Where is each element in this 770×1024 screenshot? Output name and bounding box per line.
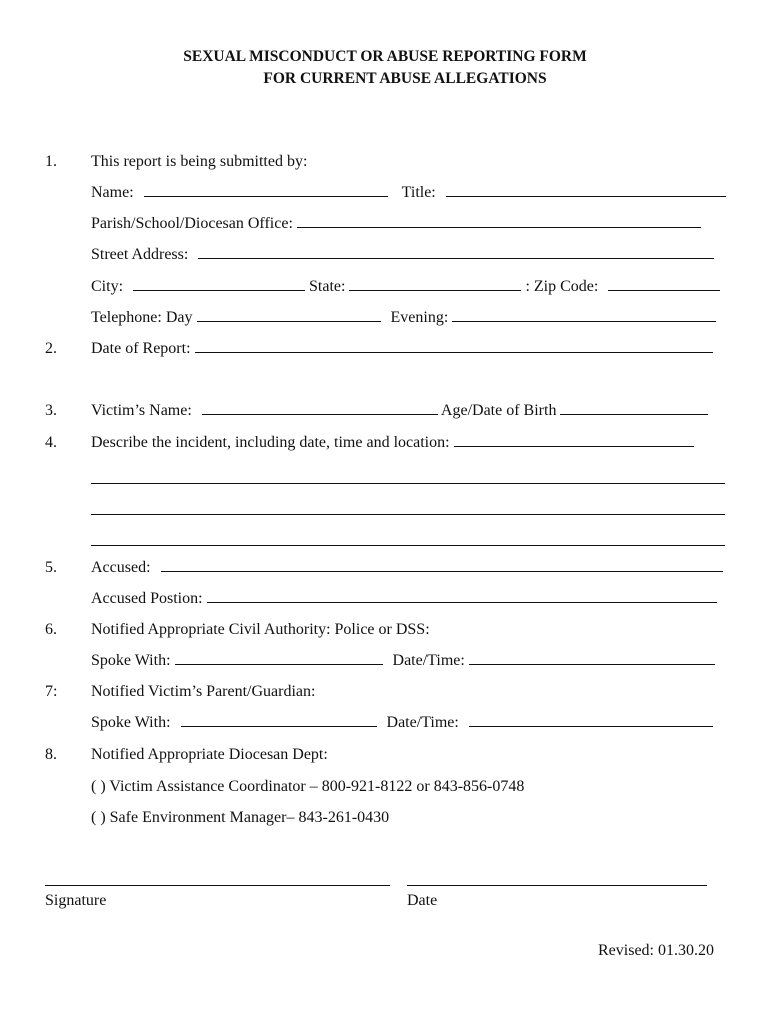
date-of-report-label: Date of Report: — [91, 340, 191, 357]
victim-row — [91, 402, 708, 420]
item-number: 3. — [45, 402, 57, 419]
parent-guardian-heading: Notified Victim’s Parent/Guardian: — [91, 683, 316, 700]
victim-name-label: Victim’s Name: — [91, 402, 192, 419]
form-subtitle: FOR CURRENT ABUSE ALLEGATIONS — [263, 70, 547, 87]
datetime-field[interactable] — [469, 664, 715, 665]
telephone-row — [91, 309, 716, 327]
street-field[interactable] — [198, 258, 714, 259]
date-label: Date — [407, 892, 438, 909]
datetime-field[interactable] — [469, 726, 713, 727]
item-number: 6. — [45, 621, 57, 638]
street-row — [91, 246, 714, 264]
street-label: Street Address: — [91, 246, 189, 263]
date-of-report-field[interactable] — [195, 352, 713, 353]
zip-label: : Zip Code: — [525, 278, 599, 295]
spoke-with-label: Spoke With: — [91, 714, 171, 731]
item-number: 4. — [45, 434, 57, 451]
state-label: State: — [309, 278, 346, 295]
item-number: 8. — [45, 746, 57, 763]
tel-day-field[interactable] — [197, 321, 381, 322]
city-field[interactable] — [133, 290, 305, 291]
tel-day-label: Telephone: Day — [91, 309, 193, 326]
item-number: 5. — [45, 559, 57, 576]
date-line[interactable] — [407, 885, 707, 886]
incident-field[interactable] — [454, 446, 694, 447]
accused-position-field[interactable] — [207, 602, 717, 603]
revised-date: Revised: 01.30.20 — [598, 942, 714, 959]
accused-row — [91, 559, 723, 577]
submitted-by-heading: This report is being submitted by: — [91, 153, 308, 170]
victim-name-field[interactable] — [202, 414, 438, 415]
evening-field[interactable] — [452, 321, 716, 322]
diocesan-dept-heading: Notified Appropriate Diocesan Dept: — [91, 746, 328, 763]
datetime-label: Date/Time: — [386, 714, 459, 731]
item-number: 1. — [45, 153, 57, 170]
spoke-with-field[interactable] — [181, 726, 377, 727]
office-row — [91, 215, 701, 233]
incident-line[interactable] — [91, 514, 725, 515]
title-field[interactable] — [446, 196, 726, 197]
signature-label: Signature — [45, 892, 107, 909]
incident-line[interactable] — [91, 483, 725, 484]
incident-row — [91, 434, 694, 452]
office-label: Parish/School/Diocesan Office: — [91, 215, 293, 232]
form-title: SEXUAL MISCONDUCT OR ABUSE REPORTING FORM — [183, 48, 587, 65]
date-of-report-row — [91, 340, 713, 358]
title-label: Title: — [401, 184, 436, 201]
name-field[interactable] — [144, 196, 388, 197]
datetime-label: Date/Time: — [392, 652, 465, 669]
item-number: 7: — [45, 683, 58, 700]
city-state-zip-row — [91, 278, 720, 296]
office-field[interactable] — [297, 227, 701, 228]
spoke-with-field[interactable] — [175, 664, 383, 665]
age-dob-field[interactable] — [560, 414, 708, 415]
incident-label: Describe the incident, including date, time and location: — [91, 434, 450, 451]
name-label: Name: — [91, 184, 134, 201]
victim-assistance-option[interactable]: ( ) Victim Assistance Coordinator – 800-921-8122 or 843-856-0748 — [91, 778, 525, 795]
name-title-row — [91, 184, 726, 202]
parent-spoke-row — [91, 714, 713, 732]
signature-line[interactable] — [45, 885, 390, 886]
incident-line[interactable] — [91, 545, 725, 546]
state-field[interactable] — [349, 290, 521, 291]
civil-spoke-row — [91, 652, 715, 670]
zip-field[interactable] — [608, 290, 720, 291]
evening-label: Evening: — [390, 309, 449, 326]
accused-position-row — [91, 590, 717, 608]
spoke-with-label: Spoke With: — [91, 652, 171, 669]
civil-authority-heading: Notified Appropriate Civil Authority: Police or DSS: — [91, 621, 430, 638]
age-dob-label: Age/Date of Birth — [440, 402, 557, 419]
accused-field[interactable] — [161, 571, 723, 572]
safe-environment-option[interactable]: ( ) Safe Environment Manager– 843-261-0430 — [91, 809, 390, 826]
city-label: City: — [91, 278, 124, 295]
accused-label: Accused: — [91, 559, 151, 576]
item-number: 2. — [45, 340, 57, 357]
accused-position-label: Accused Postion: — [91, 590, 203, 607]
